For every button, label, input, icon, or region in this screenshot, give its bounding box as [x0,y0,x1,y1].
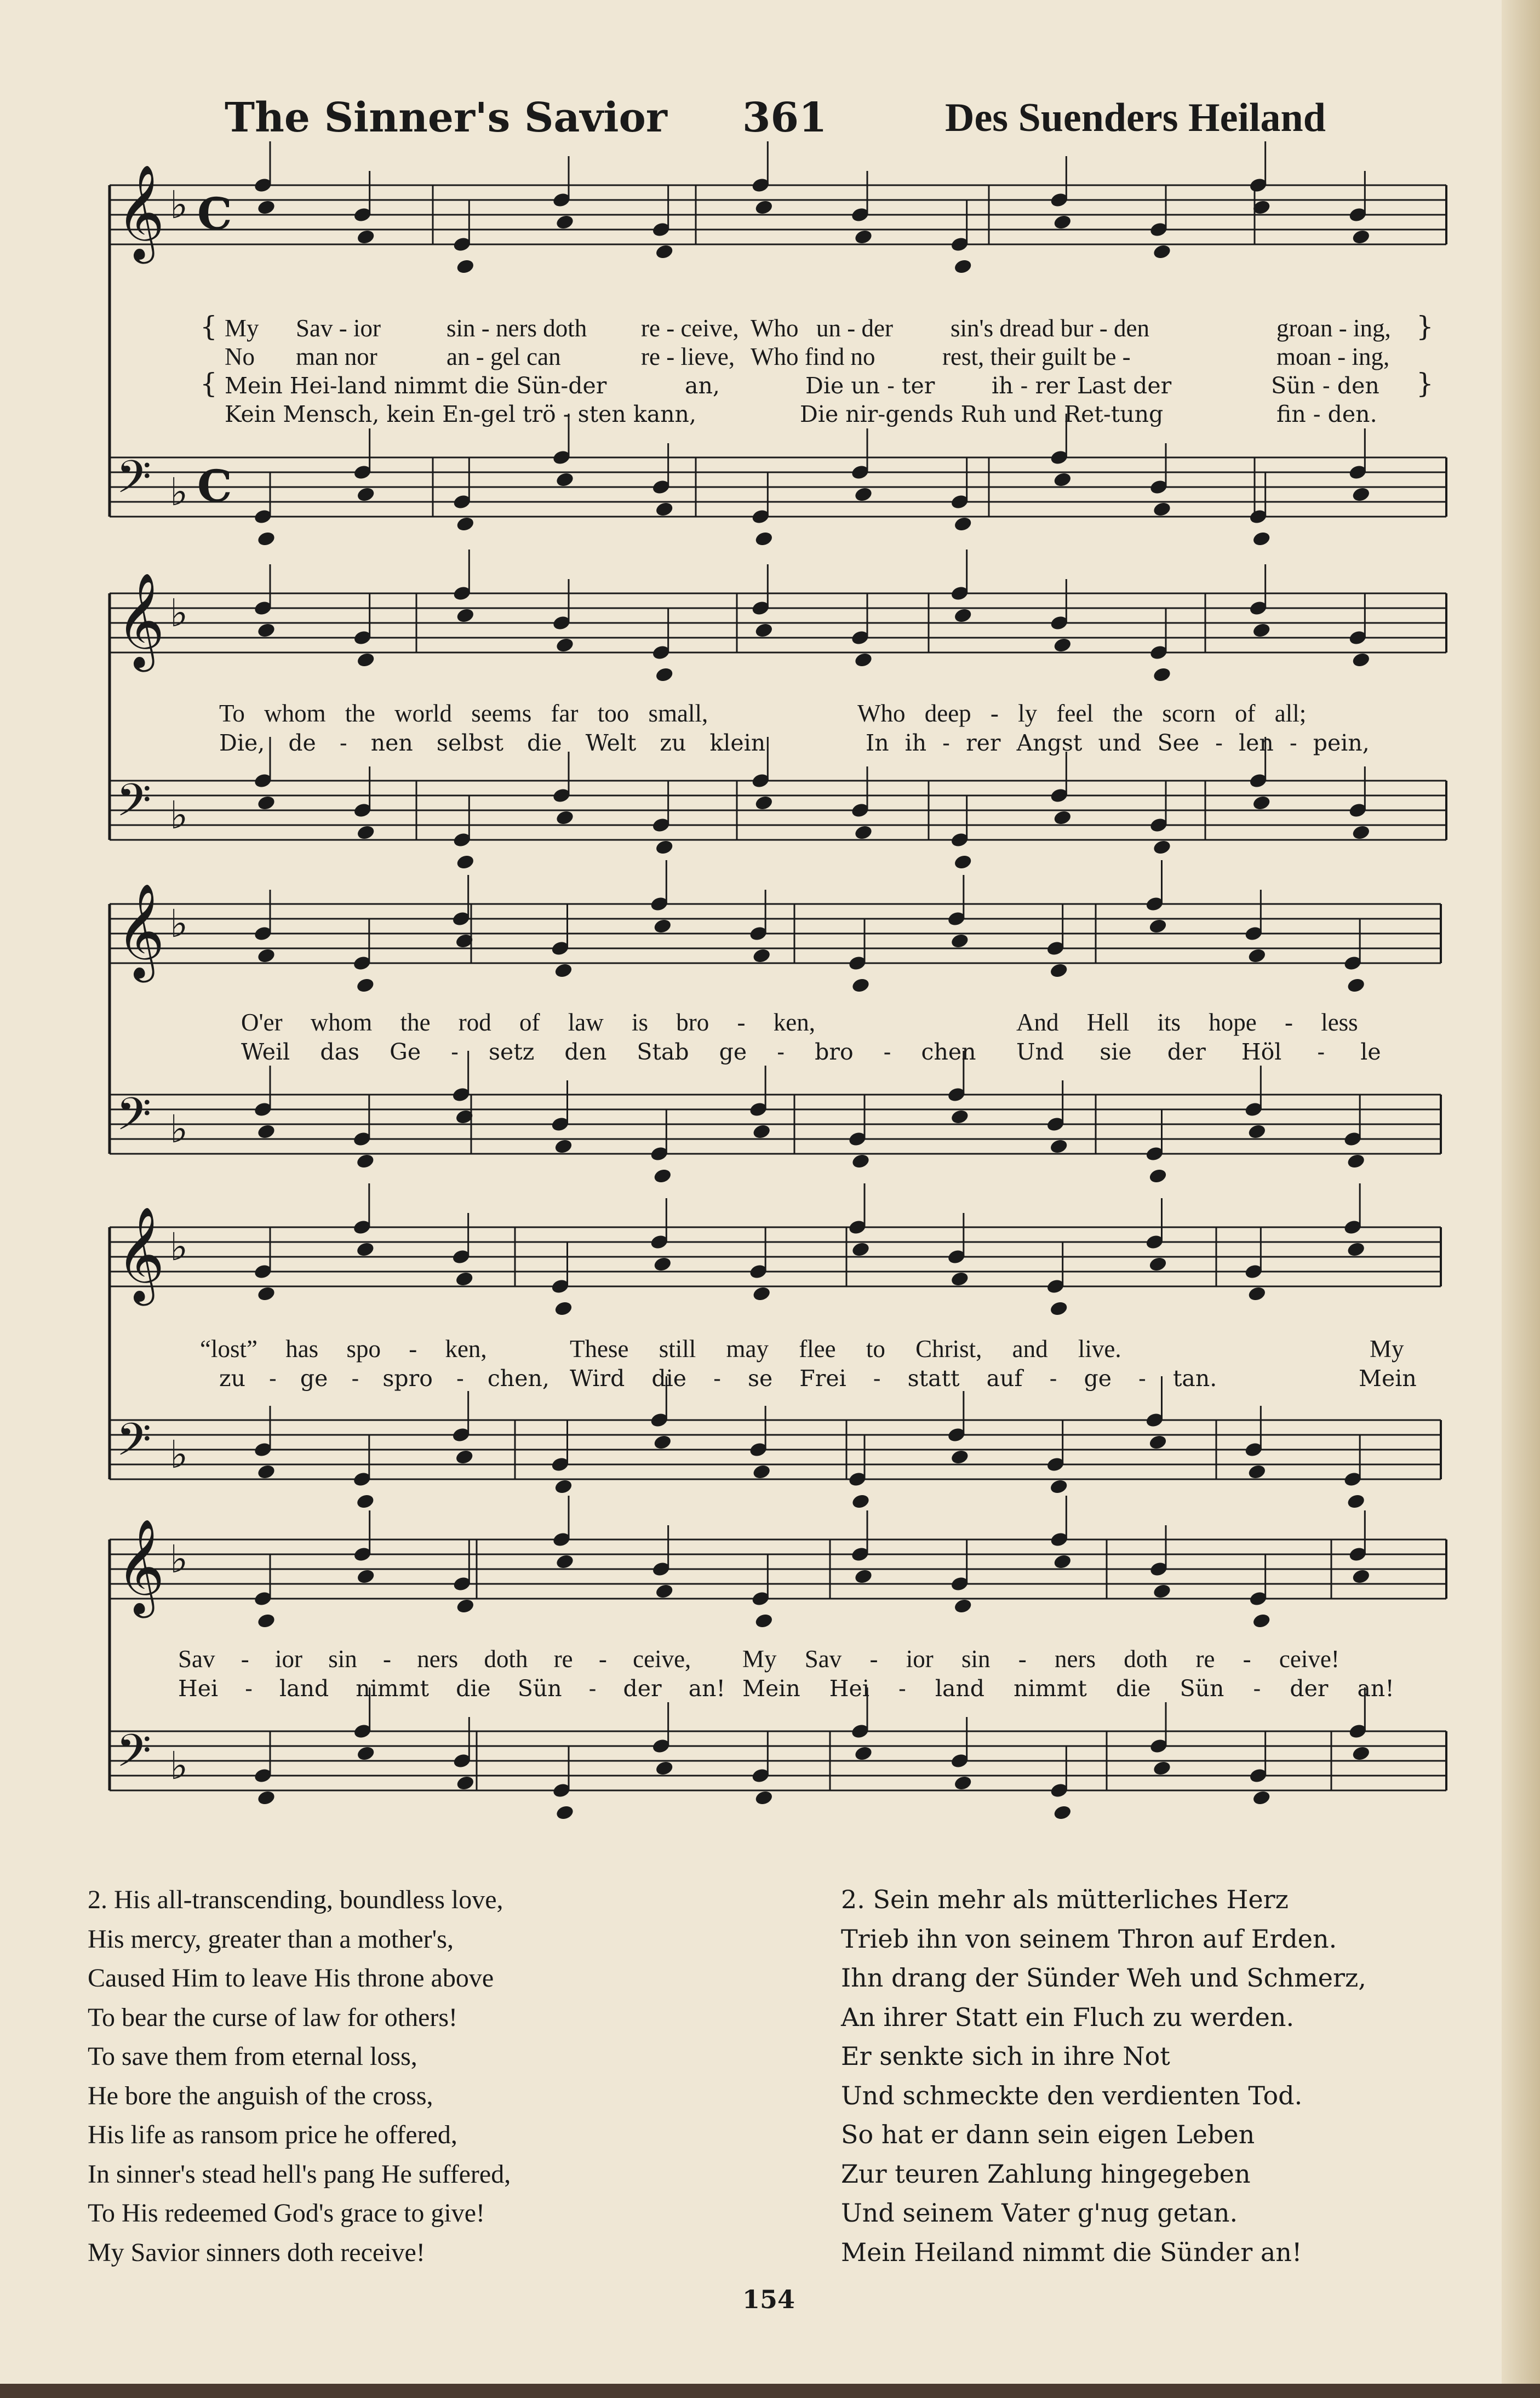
key-signature-flat: ♭ [170,591,188,636]
key-signature-flat: ♭ [170,470,188,514]
note-head [1351,486,1371,503]
stanza-line: Mein Heiland nimmt die Sünder an! [841,2237,1302,2267]
note-head [555,1804,575,1821]
stanza-line: His mercy, greater than a mother's, [88,1924,454,1954]
lyric-syllables: Who find no [751,343,875,370]
note-head [256,1463,276,1480]
note-head [950,932,970,949]
note-head [1152,1583,1172,1600]
page-number: 154 [742,2285,795,2314]
page-bottom-edge [0,2384,1540,2398]
note-head [455,1449,474,1466]
lyric-syllables: My [225,314,259,342]
note-head [455,258,475,275]
note-head [1049,1478,1069,1495]
lyric-syllables: un - der [816,314,893,342]
lyric-syllables: sin's dread bur - den [951,314,1150,342]
lyric-syllables-german: ih - rer Last der [992,373,1172,399]
stanza-line: Und schmeckte den verdienten Tod. [841,2080,1303,2110]
note-head [1351,228,1371,245]
stanza-line: In sinner's stead hell's pang He suffered, [88,2159,511,2189]
note-head [256,947,276,964]
note-head [655,243,674,260]
note-head [1052,809,1072,826]
key-signature-flat: ♭ [170,1432,188,1477]
note-head [953,258,973,275]
lyric-syllables: My [1370,1335,1404,1363]
lyric-syllables: And Hell its hope - less [1016,1009,1358,1036]
bass-clef: 𝄢 [116,1724,152,1788]
stanza-line: He bore the anguish of the cross, [88,2081,433,2110]
key-signature-flat: ♭ [170,1537,188,1582]
note-head [1148,1256,1168,1273]
note-head [1351,1568,1371,1585]
note-head [554,1138,574,1155]
stanza-line: Zur teuren Zahlung hingegeben [841,2159,1251,2189]
lyric-syllables: sin - ners doth [446,314,587,342]
note-head [554,962,574,979]
note-head [851,1153,871,1170]
note-head [854,824,873,841]
note-head [652,1434,672,1451]
note-head [1148,1167,1168,1184]
note-head [1346,1241,1366,1258]
note-head [256,1612,276,1629]
treble-clef: 𝄞 [116,1206,165,1302]
lyric-syllables-german: Hei - land nimmt die Sün - der an! [178,1675,726,1702]
note-head [652,918,672,935]
hymn-title-german: Des Suenders Heiland [945,95,1326,140]
lyric-syllables-german: an, [685,373,720,399]
stanza-line: 2. Sein mehr als mütterliches Herz [841,1885,1289,1914]
note-head [655,501,674,518]
lyric-syllables: re - ceive, [641,314,739,342]
note-head [555,214,575,231]
lyric-syllables: O'er whom the rod of law is bro - ken, [241,1009,815,1036]
note-head [854,228,873,245]
bass-clef: 𝄢 [116,1413,152,1477]
note-head [256,1789,276,1806]
lyric-syllables-german: Kein Mensch, kein En-gel trö - sten kann, [225,401,696,427]
stanza-line: Ihn drang der Sünder Weh und Schmerz, [841,1963,1366,1993]
lyric-syllables: These still may flee to Christ, and live. [570,1335,1121,1363]
lyric-brace-close: } [1416,311,1434,342]
note-head [356,824,376,841]
note-head [1049,1300,1069,1317]
note-head [1148,918,1168,935]
note-head [1052,471,1072,488]
note-head [356,977,375,994]
lyric-syllables-german: zu - ge - spro - chen, [219,1365,549,1392]
lyric-syllables: groan - ing, [1276,314,1391,342]
time-signature: C [197,188,232,239]
stanza-2-english [88,1880,511,2272]
note-head [256,1123,276,1140]
note-head [356,1745,376,1762]
note-head [1152,839,1172,856]
note-head [256,794,276,811]
note-head [1152,243,1172,260]
note-head [655,839,674,856]
lyric-syllables: re - lieve, [641,343,735,370]
note-head [1252,1789,1272,1806]
note-head [1252,794,1272,811]
lyric-syllables: My Sav - ior sin - ners doth re - ceive! [742,1645,1339,1673]
note-head [455,1598,475,1615]
lyric-syllables-german: In ih - rer Angst und See - len - pein, [866,730,1370,756]
bass-clef: 𝄢 [116,774,152,838]
note-head [1346,1493,1366,1510]
note-head [356,228,376,245]
note-head [754,199,774,216]
lyric-brace-open: { [200,311,217,342]
stanza-line: 2. His all-transcending, boundless love, [88,1885,503,1914]
lyric-syllables: an - gel can [446,343,561,370]
time-signature: C [197,460,232,512]
stanza-2-german [841,1880,1366,2272]
note-head [1247,1123,1267,1140]
note-head [854,486,873,503]
note-head [854,1568,873,1585]
note-head [1252,530,1272,547]
lyric-syllables: moan - ing, [1276,343,1390,370]
lyric-syllables: “lost” has spo - ken, [200,1335,487,1363]
note-head [1252,622,1272,639]
note-head [555,637,575,654]
note-head [953,1775,973,1792]
lyric-syllables-german: Weil das Ge - setz den Stab ge - bro - chen [241,1039,976,1065]
note-head [356,651,376,668]
lyric-syllables-german: Die un - ter [805,373,935,399]
treble-clef: 𝄞 [116,573,165,668]
lyric-syllables-german: Sün - den [1271,373,1379,399]
note-head [1247,1463,1267,1480]
note-head [1247,1285,1267,1302]
note-head [1252,1612,1272,1629]
note-head [554,1300,574,1317]
note-head [555,471,575,488]
stanza-line: To bear the curse of law for others! [88,2002,458,2032]
lyric-syllables-german: Die nir-gends Ruh und Ret-tung [800,401,1164,427]
note-head [1152,501,1172,518]
note-head [754,1612,774,1629]
note-head [1052,637,1072,654]
note-head [851,977,871,994]
treble-clef: 𝄞 [116,164,165,260]
lyric-syllables: To whom the world seems far too small, [219,700,708,727]
stanza-line: Caused Him to leave His throne above [88,1964,494,1993]
stanza-line: Er senkte sich in ihre Not [841,2041,1170,2071]
stanza-line: To His redeemed God's grace to give! [88,2199,485,2228]
note-head [1052,214,1072,231]
note-head [854,1745,873,1762]
note-head [950,1270,970,1287]
lyric-syllables-german: Die, de - nen selbst die Welt zu klein [219,730,766,756]
note-head [356,1493,375,1510]
note-head [752,947,771,964]
note-head [754,794,774,811]
lyric-syllables: Sav - ior sin - ners doth re - ceive, [178,1645,691,1673]
note-head [256,1285,276,1302]
stanza-line: His life as ransom price he offered, [88,2120,457,2149]
treble-clef: 𝄞 [116,1519,165,1614]
note-head [851,1241,871,1258]
bass-clef: 𝄢 [116,1088,152,1152]
note-head [455,1775,475,1792]
stanza-line: Trieb ihn von seinem Thron auf Erden. [841,1924,1337,1954]
note-head [1351,651,1371,668]
note-head [655,1583,674,1600]
stanza-line: An ihrer Statt ein Fluch zu werden. [841,2002,1295,2032]
note-head [455,607,475,624]
note-head [655,1760,674,1777]
note-head [1351,1745,1371,1762]
note-head [356,1241,375,1258]
note-head [256,622,276,639]
lyric-syllables-german: Mein Hei - land nimmt die Sün - der an! [742,1675,1394,1702]
lyric-syllables: Sav - ior [296,314,381,342]
lyric-syllables-german: Mein [1359,1365,1417,1392]
hymn-title-english: The Sinner's Savior [225,94,667,141]
note-head [1152,666,1172,683]
note-head [1052,1553,1072,1570]
note-head [356,1153,375,1170]
note-head [356,1568,376,1585]
note-head [555,1553,575,1570]
lyric-syllables: Who [751,314,799,342]
lyric-syllables: man nor [296,343,377,370]
note-head [1148,1434,1168,1451]
hymn-number: 361 [742,94,827,141]
key-signature-flat: ♭ [170,1743,188,1788]
note-head [752,1123,771,1140]
note-head [953,516,973,533]
note-head [953,854,973,871]
note-head [256,530,276,547]
note-head [455,854,475,871]
lyric-syllables: Who deep - ly feel the scorn of all; [857,700,1307,727]
bass-clef: 𝄢 [116,450,152,514]
lyric-syllables: rest, their guilt be - [942,343,1131,370]
lyric-syllables-german: Mein Hei-land nimmt die Sün-der [225,373,607,399]
note-head [256,199,276,216]
note-head [1152,1760,1172,1777]
key-signature-flat: ♭ [170,1224,188,1269]
key-signature-flat: ♭ [170,182,188,227]
note-head [554,1478,574,1495]
note-head [1247,947,1267,964]
note-head [555,809,575,826]
note-head [1049,1138,1069,1155]
key-signature-flat: ♭ [170,793,188,838]
note-head [652,1256,672,1273]
note-head [851,1493,871,1510]
note-head [754,530,774,547]
note-head [953,607,973,624]
lyric-syllables-german: fin - den. [1276,401,1377,427]
note-head [950,1108,970,1125]
note-head [1049,962,1069,979]
stanza-line: My Savior sinners doth receive! [88,2237,425,2267]
note-head [655,666,674,683]
lyric-syllables: No [225,343,255,370]
note-head [953,1598,973,1615]
note-head [754,1789,774,1806]
lyric-brace-open: { [200,368,217,399]
key-signature-flat: ♭ [170,1107,188,1152]
stanza-line: Und seinem Vater g'nug getan. [841,2198,1238,2228]
note-head [1346,977,1366,994]
note-head [754,622,774,639]
note-head [1346,1153,1366,1170]
note-head [356,486,376,503]
note-head [455,516,475,533]
note-head [752,1463,771,1480]
lyric-syllables-german: Wird die - se Frei - statt auf - ge - tan. [570,1365,1217,1392]
note-head [455,1270,474,1287]
note-head [752,1285,771,1302]
note-head [652,1167,672,1184]
stanza-line: To save them from eternal loss, [88,2042,417,2071]
treble-clef: 𝄞 [116,883,165,978]
lyric-syllables-german: Und sie der Höl - le [1016,1039,1381,1065]
note-head [950,1449,970,1466]
lyric-brace-close: } [1416,368,1434,399]
note-head [1052,1804,1072,1821]
stanza-line: So hat er dann sein eigen Leben [841,2120,1255,2149]
key-signature-flat: ♭ [170,901,188,946]
note-head [1351,824,1371,841]
note-head [854,651,873,668]
